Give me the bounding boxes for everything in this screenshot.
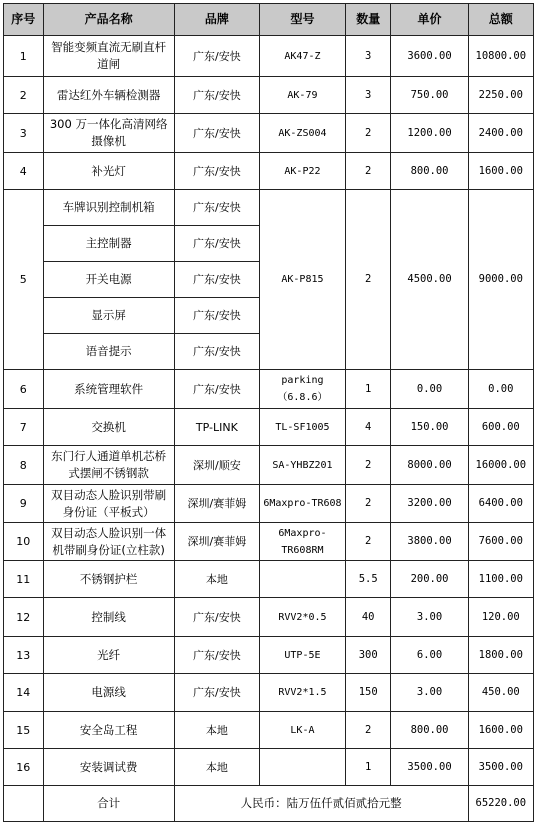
row-model: 6Maxpro-TR608RM <box>259 523 345 561</box>
row-unit-price: 800.00 <box>391 712 468 749</box>
row-total: 1600.00 <box>468 712 533 749</box>
row-quantity: 2 <box>345 523 391 561</box>
row-brand: 深圳/顺安 <box>174 446 259 485</box>
row-total: 1100.00 <box>468 561 533 598</box>
row-brand: TP-LINK <box>174 409 259 446</box>
row-product-name: 智能变频直流无刷直杆道闸 <box>43 36 174 77</box>
row-brand: 本地 <box>174 712 259 749</box>
row-product-name: 光纤 <box>43 637 174 674</box>
row-product-name: 开关电源 <box>43 262 174 298</box>
row-product-name: 安全岛工程 <box>43 712 174 749</box>
row-brand: 广东/安快 <box>174 77 259 114</box>
row-quantity: 1 <box>345 370 391 409</box>
table-row <box>4 674 534 712</box>
footer-label: 合计 <box>43 786 174 822</box>
row-model: UTP-5E <box>259 637 345 674</box>
table-row <box>4 77 534 114</box>
row-quantity: 150 <box>345 674 391 712</box>
row-product-name: 电源线 <box>43 674 174 712</box>
row-brand: 广东/安快 <box>174 226 259 262</box>
table-row <box>4 153 534 190</box>
row-brand: 本地 <box>174 561 259 598</box>
row-product-name: 东门行人通道单机芯桥式摆闸不锈钢款 <box>43 446 174 485</box>
footer-amount-in-words: 人民币：陆万伍仟贰佰贰拾元整 <box>174 786 468 822</box>
row-index: 16 <box>4 749 44 786</box>
row-quantity: 2 <box>345 114 391 153</box>
row-product-name: 补光灯 <box>43 153 174 190</box>
row-unit-price: 6.00 <box>391 637 468 674</box>
row-product-name: 系统管理软件 <box>43 370 174 409</box>
row-total: 10800.00 <box>468 36 533 77</box>
row-unit-price: 3600.00 <box>391 36 468 77</box>
table-row <box>4 114 534 153</box>
row-model: AK-79 <box>259 77 345 114</box>
table-row <box>4 409 534 446</box>
row-unit-price: 8000.00 <box>391 446 468 485</box>
row-index: 10 <box>4 523 44 561</box>
row-product-name: 双目动态人脸识别带刷身份证（平板式） <box>43 485 174 523</box>
row-model: parking（6.8.6） <box>259 370 345 409</box>
row-unit-price: 1200.00 <box>391 114 468 153</box>
row-brand: 广东/安快 <box>174 262 259 298</box>
row-brand: 本地 <box>174 749 259 786</box>
table-row <box>4 712 534 749</box>
row-model: RVV2*1.5 <box>259 674 345 712</box>
row-brand: 广东/安快 <box>174 153 259 190</box>
row-total: 2400.00 <box>468 114 533 153</box>
row-index: 8 <box>4 446 44 485</box>
row-index: 4 <box>4 153 44 190</box>
row-quantity: 2 <box>345 446 391 485</box>
row-product-name: 交换机 <box>43 409 174 446</box>
row-total: 600.00 <box>468 409 533 446</box>
row-unit-price: 3200.00 <box>391 485 468 523</box>
row-total: 2250.00 <box>468 77 533 114</box>
table-row <box>4 637 534 674</box>
footer-grand-total: 65220.00 <box>468 786 533 822</box>
table-footer-row <box>4 786 534 822</box>
row-unit-price: 3.00 <box>391 674 468 712</box>
row-total: 7600.00 <box>468 523 533 561</box>
header-product-name: 产品名称 <box>43 4 174 36</box>
row-product-name: 雷达红外车辆检测器 <box>43 77 174 114</box>
row-index: 11 <box>4 561 44 598</box>
row-model: AK-ZS004 <box>259 114 345 153</box>
row-model: LK-A <box>259 712 345 749</box>
row-brand: 广东/安快 <box>174 334 259 370</box>
row-index: 12 <box>4 598 44 637</box>
quote-table <box>3 3 534 822</box>
row-unit-price: 800.00 <box>391 153 468 190</box>
row-product-name: 控制线 <box>43 598 174 637</box>
table-row <box>4 749 534 786</box>
row-product-name: 不锈钢护栏 <box>43 561 174 598</box>
table-header-row <box>4 4 534 36</box>
row-index: 1 <box>4 36 44 77</box>
row-quantity: 2 <box>345 153 391 190</box>
row-model: SA-YHBZ201 <box>259 446 345 485</box>
row-unit-price: 200.00 <box>391 561 468 598</box>
table-row <box>4 523 534 561</box>
table-row <box>4 190 534 226</box>
row-product-name: 车牌识别控制机箱 <box>43 190 174 226</box>
row-product-name: 主控制器 <box>43 226 174 262</box>
row-index: 7 <box>4 409 44 446</box>
row-brand: 广东/安快 <box>174 190 259 226</box>
table-row <box>4 598 534 637</box>
row-index: 13 <box>4 637 44 674</box>
row-product-name: 语音提示 <box>43 334 174 370</box>
row-index: 14 <box>4 674 44 712</box>
row-model: RVV2*0.5 <box>259 598 345 637</box>
row-unit-price: 3.00 <box>391 598 468 637</box>
row-brand: 广东/安快 <box>174 114 259 153</box>
row-quantity: 5.5 <box>345 561 391 598</box>
row-quantity: 3 <box>345 36 391 77</box>
row-brand: 广东/安快 <box>174 598 259 637</box>
row-brand: 广东/安快 <box>174 298 259 334</box>
row-total: 16000.00 <box>468 446 533 485</box>
row-brand: 广东/安快 <box>174 637 259 674</box>
row-brand: 深圳/赛菲姆 <box>174 523 259 561</box>
row-quantity: 4 <box>345 409 391 446</box>
row-product-name: 安装调试费 <box>43 749 174 786</box>
header-quantity: 数量 <box>345 4 391 36</box>
row-index: 5 <box>4 190 44 370</box>
header-unit-price: 单价 <box>391 4 468 36</box>
row-index: 6 <box>4 370 44 409</box>
table-row <box>4 36 534 77</box>
row-model: AK-P22 <box>259 153 345 190</box>
row-total: 6400.00 <box>468 485 533 523</box>
row-unit-price: 0.00 <box>391 370 468 409</box>
row-unit-price: 3800.00 <box>391 523 468 561</box>
row-model: 6Maxpro-TR608 <box>259 485 345 523</box>
row-unit-price: 4500.00 <box>391 190 468 370</box>
row-model: TL-SF1005 <box>259 409 345 446</box>
row-total: 1600.00 <box>468 153 533 190</box>
row-model: AK47-Z <box>259 36 345 77</box>
row-quantity: 40 <box>345 598 391 637</box>
table-row <box>4 485 534 523</box>
row-total: 1800.00 <box>468 637 533 674</box>
header-index: 序号 <box>4 4 44 36</box>
row-product-name: 双目动态人脸识别一体机带刷身份证(立柱款) <box>43 523 174 561</box>
row-product-name: 300 万一体化高清网络摄像机 <box>43 114 174 153</box>
row-brand: 广东/安快 <box>174 36 259 77</box>
row-index: 3 <box>4 114 44 153</box>
row-unit-price: 750.00 <box>391 77 468 114</box>
row-model <box>259 561 345 598</box>
row-product-name: 显示屏 <box>43 298 174 334</box>
row-unit-price: 150.00 <box>391 409 468 446</box>
row-index: 9 <box>4 485 44 523</box>
row-index: 15 <box>4 712 44 749</box>
row-brand: 广东/安快 <box>174 674 259 712</box>
row-model <box>259 749 345 786</box>
header-total: 总额 <box>468 4 533 36</box>
row-total: 9000.00 <box>468 190 533 370</box>
row-brand: 深圳/赛菲姆 <box>174 485 259 523</box>
row-quantity: 2 <box>345 485 391 523</box>
row-quantity: 300 <box>345 637 391 674</box>
row-index: 2 <box>4 77 44 114</box>
row-quantity: 2 <box>345 712 391 749</box>
row-total: 450.00 <box>468 674 533 712</box>
row-total: 3500.00 <box>468 749 533 786</box>
footer-blank-cell <box>4 786 44 822</box>
row-quantity: 2 <box>345 190 391 370</box>
row-model: AK-P815 <box>259 190 345 370</box>
table-row <box>4 446 534 485</box>
table-row <box>4 561 534 598</box>
table-row <box>4 370 534 409</box>
row-brand: 广东/安快 <box>174 370 259 409</box>
row-quantity: 1 <box>345 749 391 786</box>
row-total: 0.00 <box>468 370 533 409</box>
row-unit-price: 3500.00 <box>391 749 468 786</box>
row-total: 120.00 <box>468 598 533 637</box>
header-brand: 品牌 <box>174 4 259 36</box>
header-model: 型号 <box>259 4 345 36</box>
row-quantity: 3 <box>345 77 391 114</box>
